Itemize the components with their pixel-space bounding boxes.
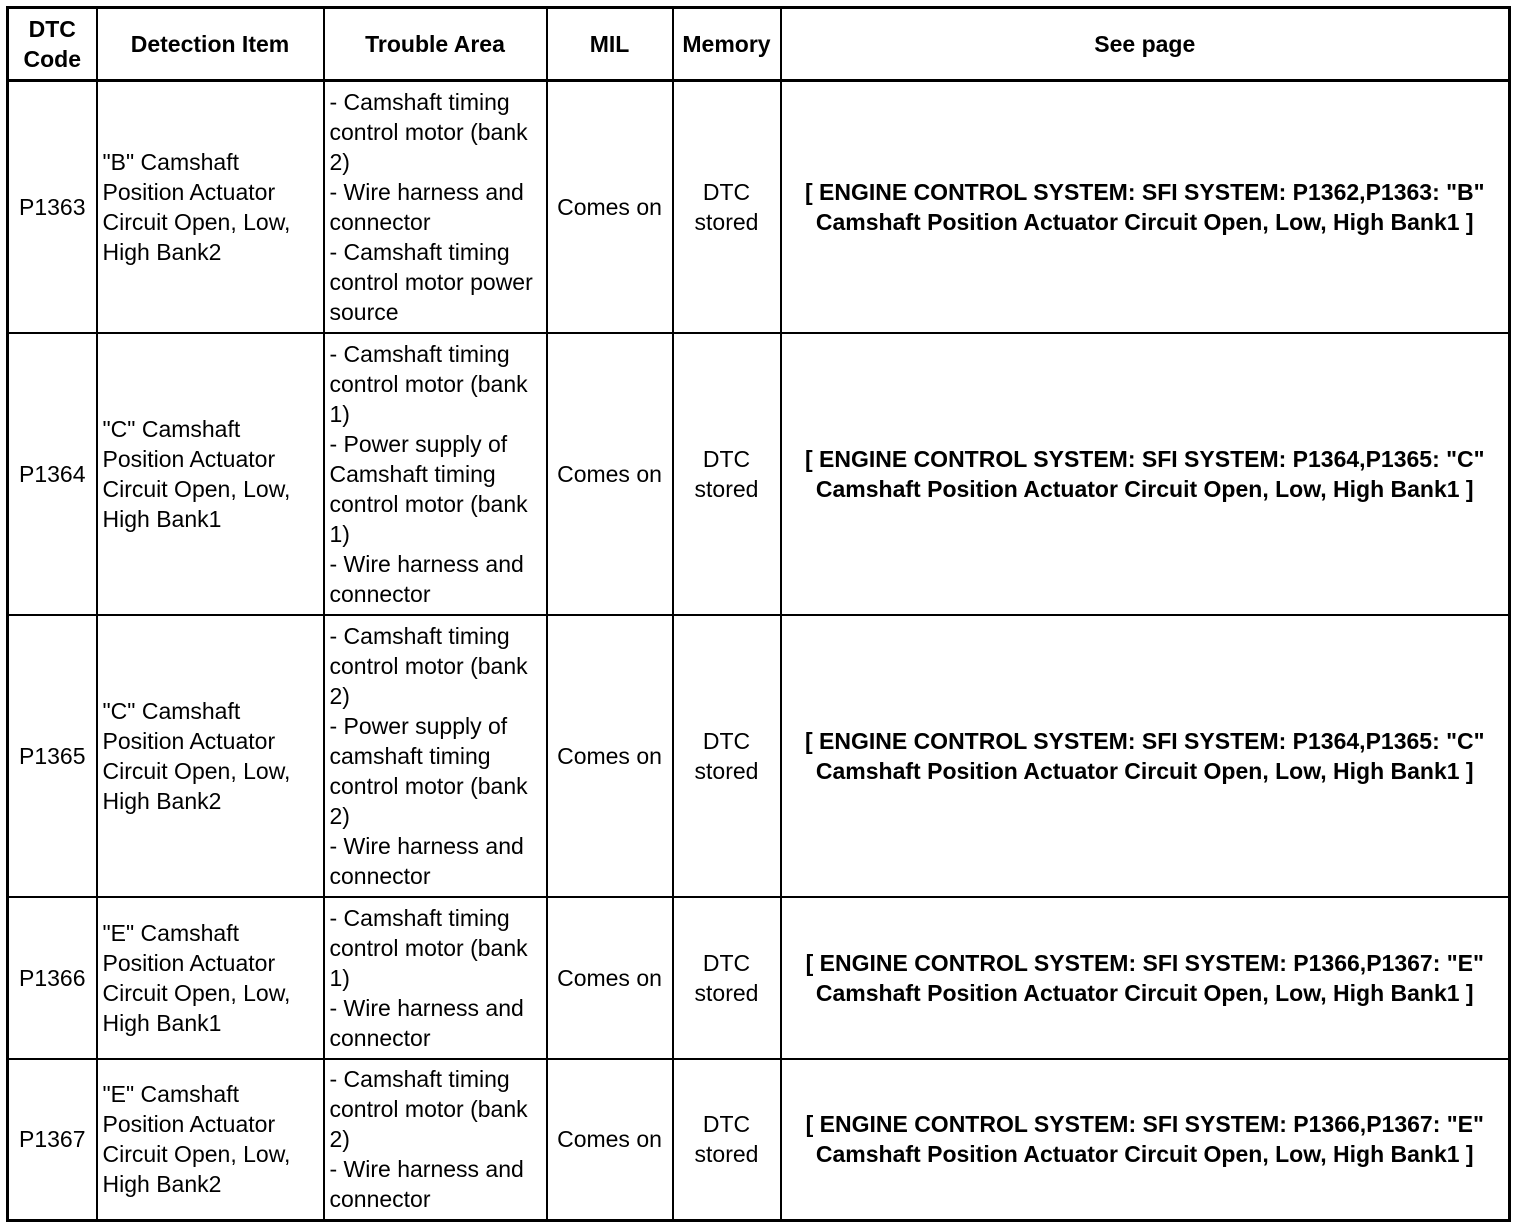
mil-cell: Comes on [547,615,673,897]
dtc-code-cell: P1364 [8,333,97,615]
mil-cell: Comes on [547,897,673,1059]
table-row [8,897,1510,1059]
see-page-link[interactable]: [ ENGINE CONTROL SYSTEM: SFI SYSTEM: P1366,P1367: "E" Camshaft Position Actuator Circuit Open, Low, High Bank1 ] [781,897,1510,1059]
memory-cell [673,1059,781,1221]
memory-line2: stored [694,757,759,784]
memory-line1: DTC [702,1111,751,1138]
memory-line1: DTC [702,949,751,976]
header-trouble-area: Trouble Area [324,8,547,81]
table-row [8,333,1510,615]
detection-item-cell: "B" Camshaft Position Actuator Circuit Open, Low, High Bank2 [97,81,324,333]
header-row [8,8,1510,81]
dtc-code-cell: P1365 [8,615,97,897]
table-header [8,8,1510,81]
trouble-area-cell: - Camshaft timing control motor (bank 2) - Wire harness and connector - Camshaft timing control motor power source [324,81,547,333]
header-dtc-code [8,8,97,81]
detection-item-cell: "E" Camshaft Position Actuator Circuit Open, Low, High Bank2 [97,1059,324,1221]
trouble-area-cell: - Camshaft timing control motor (bank 2) - Wire harness and connector [324,1059,547,1221]
header-detection-item: Detection Item [97,8,324,81]
memory-line1: DTC [702,727,751,754]
memory-cell [673,897,781,1059]
memory-line2: stored [694,475,759,502]
see-page-link[interactable]: [ ENGINE CONTROL SYSTEM: SFI SYSTEM: P1362,P1363: "B" Camshaft Position Actuator Circuit Open, Low, High Bank1 ] [781,81,1510,333]
memory-line1: DTC [702,445,751,472]
trouble-area-cell: - Camshaft timing control motor (bank 1) - Power supply of Camshaft timing control motor (bank 1) - Wire harness and connector [324,333,547,615]
memory-cell [673,81,781,333]
see-page-link[interactable]: [ ENGINE CONTROL SYSTEM: SFI SYSTEM: P1364,P1365: "C" Camshaft Position Actuator Circuit Open, Low, High Bank1 ] [781,615,1510,897]
mil-cell: Comes on [547,333,673,615]
table-body [8,81,1510,1221]
trouble-area-cell: - Camshaft timing control motor (bank 1) - Wire harness and connector [324,897,547,1059]
memory-cell [673,333,781,615]
dtc-code-cell: P1367 [8,1059,97,1221]
detection-item-cell: "C" Camshaft Position Actuator Circuit Open, Low, High Bank1 [97,333,324,615]
memory-cell [673,615,781,897]
detection-item-cell: "C" Camshaft Position Actuator Circuit Open, Low, High Bank2 [97,615,324,897]
trouble-area-cell: - Camshaft timing control motor (bank 2) - Power supply of camshaft timing control motor (bank 2) - Wire harness and connector [324,615,547,897]
mil-cell: Comes on [547,81,673,333]
table-row [8,1059,1510,1221]
header-dtc-code-line2: Code [23,46,81,72]
dtc-code-cell: P1366 [8,897,97,1059]
memory-line2: stored [694,1141,759,1168]
dtc-code-cell: P1363 [8,81,97,333]
memory-line2: stored [694,979,759,1006]
header-mil: MIL [547,8,673,81]
detection-item-cell: "E" Camshaft Position Actuator Circuit Open, Low, High Bank1 [97,897,324,1059]
header-dtc-code-line1: DTC [28,16,76,42]
header-see-page: See page [781,8,1510,81]
see-page-link[interactable]: [ ENGINE CONTROL SYSTEM: SFI SYSTEM: P1366,P1367: "E" Camshaft Position Actuator Circuit Open, Low, High Bank1 ] [781,1059,1510,1221]
header-memory: Memory [673,8,781,81]
mil-cell: Comes on [547,1059,673,1221]
memory-line2: stored [694,208,759,235]
table-row [8,615,1510,897]
dtc-table [6,6,1511,1222]
table-row [8,81,1510,333]
see-page-link[interactable]: [ ENGINE CONTROL SYSTEM: SFI SYSTEM: P1364,P1365: "C" Camshaft Position Actuator Circuit Open, Low, High Bank1 ] [781,333,1510,615]
memory-line1: DTC [702,178,751,205]
